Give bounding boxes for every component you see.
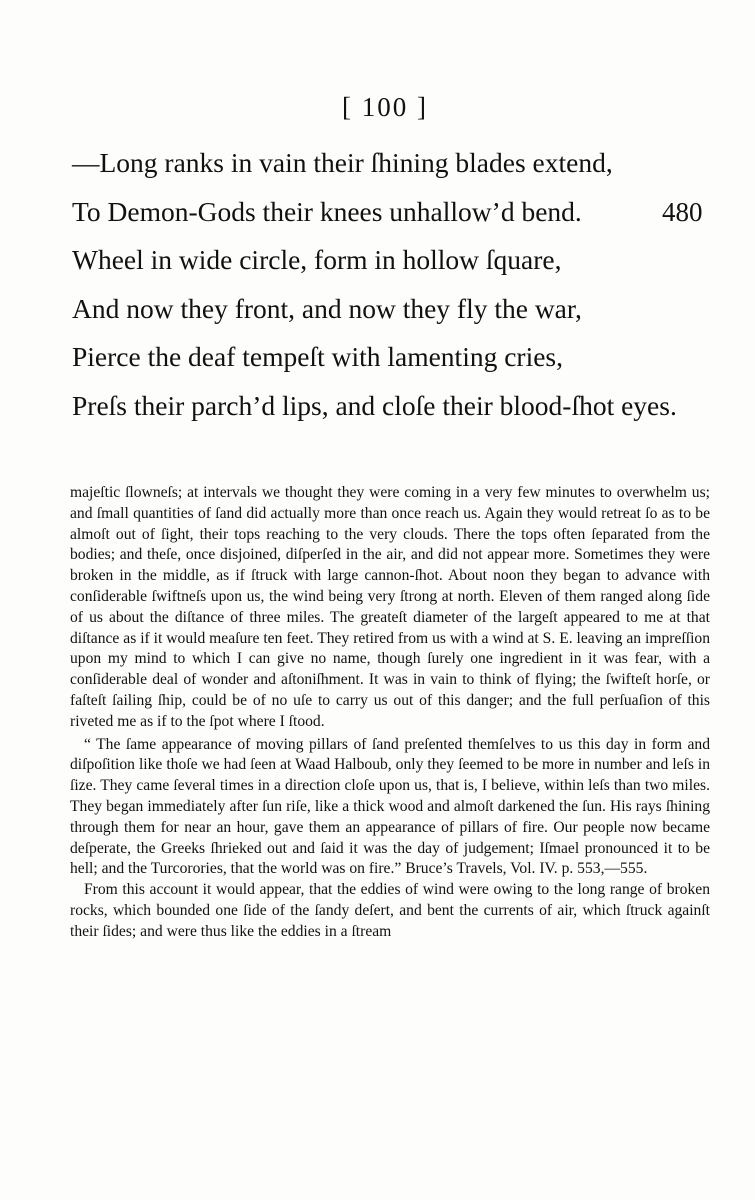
verse-line-text: Preſs their parch’d lips, and cloſe their blood-ſhot eyes. <box>72 389 677 421</box>
verse-line-text: Pierce the deaf tempeſt with lamenting cries, <box>72 341 563 373</box>
verse-line <box>72 189 722 238</box>
verse-line <box>72 286 722 335</box>
footnote-paragraph-quotation: “ The ſame appearance of moving pillars of ſand preſented themſelves to us this day in form and diſpoſition like thoſe we had ſeen at Waad Halboub, only they ſeemed to be more in number and leſs in ſize. They came ſeveral times in a direction cloſe upon us, that is, I believe, within leſs than two miles. They began immediately after ſun riſe, like a thick wood and almoſt darkened the ſun. His rays ſhining through them for near an hour, gave them an appearance of pillars of fire. Our people now became deſperate, the Greeks ſhrieked out and ſaid it was the day of judgement; Iſmael pronounced it to be hell; and the Turcorories, that the world was on fire.” Bruce’s Travels, Vol. IV. p. 553,—555. <box>70 735 710 878</box>
verse-block <box>72 140 722 432</box>
verse-line-text: —Long ranks in vain their ſhining blades extend, <box>72 147 613 178</box>
footnote-paragraph: From this account it would appear, that the eddies of wind were owing to the long range of broken rocks, which bounded one ſide of the ſandy deſert, and bent the currents of air, which ſtruck againſt their ſides; and were thus like the eddies in a ſtream <box>70 881 710 940</box>
footnote-paragraph: majeſtic ſlowneſs; at intervals we thought they were coming in a very few minutes to overwhelm us; and ſmall quantities of ſand did actually more than once reach us. Again they would retreat ſo as to be almoſt out of ſight, their tops reaching to the very clouds. There the tops often ſeparated from the bodies; and theſe, once disjoined, diſperſed in the air, and did not appear more. Sometimes they were broken in the middle, as if ſtruck with large cannon-ſhot. About noon they began to advance with conſiderable ſwiftneſs upon us, the wind being very ſtrong at north. Eleven of them ranged along ſide of us about the diſtance of three miles. The greateſt diameter of the largeſt appeared to me at that diſtance as if it would meaſure ten feet. They retired from us with a wind at S. E. leaving an impreſſion upon my mind to which I can give no name, though ſurely one ingredient in it was fear, with a conſiderable deal of wonder and aſtoniſhment. It was in vain to think of flying; the ſwifteſt horſe, or faſteſt ſailing ſhip, could be of no uſe to carry us out of this danger; and the full perſuaſion of this riveted me as if to the ſpot where I ſtood. <box>70 484 710 730</box>
verse-line-text: To Demon-Gods their knees unhallow’d bend. <box>72 195 582 227</box>
page-number: [ 100 ] <box>342 92 428 122</box>
verse-line-text: And now they front, and now they fly the war, <box>72 292 582 324</box>
verse-line <box>72 383 722 432</box>
verse-line <box>72 140 722 189</box>
verse-line-number: 480 <box>662 196 703 227</box>
verse-line <box>72 237 722 286</box>
verse-line-text: Wheel in wide circle, form in hollow ſquare, <box>72 244 562 276</box>
verse-line <box>72 334 722 383</box>
footnote-block <box>70 483 710 943</box>
